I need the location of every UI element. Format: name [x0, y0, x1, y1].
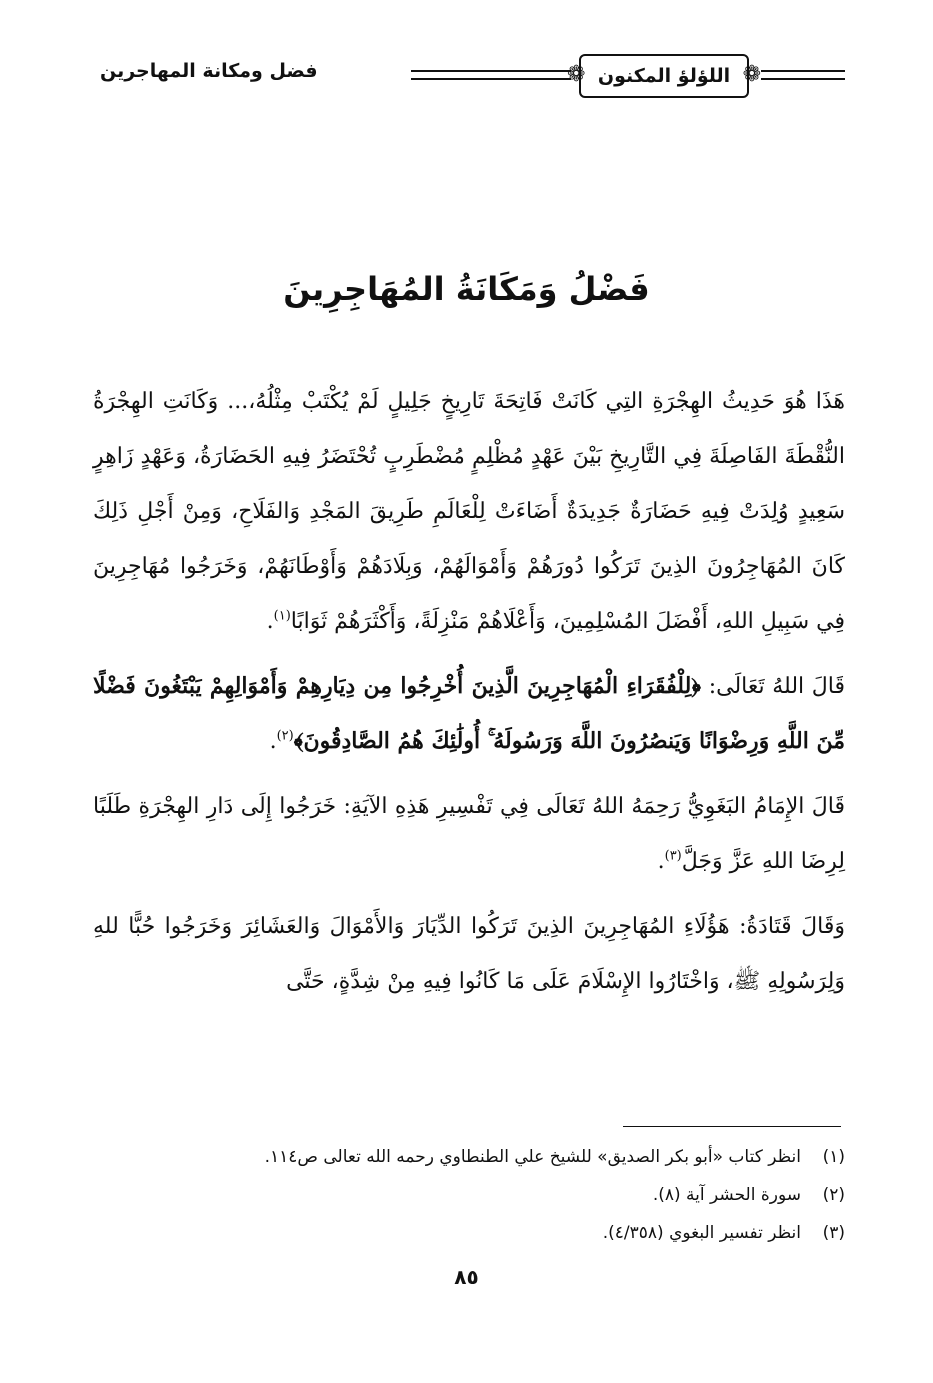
section-title: فَضْلُ وَمَكَانَةُ المُهَاجِرِينَ: [283, 270, 650, 308]
paragraph: قَالَ الإِمَامُ البَغَوِيُّ رَحِمَهُ اللهُ تَعَالَى فِي تَفْسِيرِ هَذِهِ الآيَةِ: خَرَجُوا إِلَى دَارِ الهِجْرَةِ طَلَبًا لِرِضَا اللهِ عَزَّ وَجَلَّ$^{(٣)}$.: [93, 794, 845, 874]
body-text: [93, 374, 845, 1009]
footnote: [93, 1176, 845, 1214]
footnote-number: (٣): [822, 1223, 845, 1243]
footnote-text: انظر كتاب «أبو بكر الصديق» للشيخ علي الطنطاوي رحمه الله تعالى ص١١٤.: [264, 1147, 801, 1167]
footnote: [93, 1138, 845, 1176]
chapter-title: فضل ومكانة المهاجرين: [100, 60, 318, 82]
header-rule-middle: [411, 70, 571, 80]
footnote-ref: (٣): [664, 848, 682, 864]
footnote-number: (٢): [822, 1185, 845, 1205]
footnote-ref: (١): [273, 608, 291, 624]
footnote: [93, 1214, 845, 1252]
page-number: ٨٥: [454, 1265, 479, 1289]
book-title-badge: [567, 54, 761, 98]
footnotes: [93, 1138, 845, 1252]
header-rule-right: [761, 70, 845, 80]
quran-verse: ﴿لِلْفُقَرَاءِ الْمُهَاجِرِينَ الَّذِينَ أُخْرِجُوا مِن دِيَارِهِمْ وَأَمْوَالِهِمْ يَبْتَغُونَ فَضْلًا مِّنَ اللَّهِ وَرِضْوَانًا وَيَنصُرُونَ اللَّهَ وَرَسُولَهُ ۚ أُولَٰئِكَ هُمُ الصَّادِقُونَ﴾: [93, 673, 845, 754]
paragraph: قَالَ اللهُ تَعَالَى: ﴿لِلْفُقَرَاءِ الْمُهَاجِرِينَ الَّذِينَ أُخْرِجُوا مِن دِيَارِهِمْ وَأَمْوَالِهِمْ يَبْتَغُونَ فَضْلًا مِّنَ اللَّهِ وَرِضْوَانًا وَيَنصُرُونَ اللَّهَ وَرَسُولَهُ ۚ أُولَٰئِكَ هُمُ الصَّادِقُونَ﴾$^{(٢)}$.: [93, 673, 845, 754]
paragraph: هَذَا هُوَ حَدِيثُ الهِجْرَةِ التِي كَانَتْ فَاتِحَةَ تَارِيخٍ جَلِيلٍ لَمْ يُكْتَبْ مِثْلُهُ،... وَكَانَتِ الهِجْرَةُ النُّقْطَةَ الفَاصِلَةَ فِي التَّارِيخِ بَيْنَ عَهْدٍ مُظْلِمٍ مُضْطَرِبٍ تُحْتَضَرُ فِيهِ الحَضَارَةُ، وَعَهْدٍ زَاهِرٍ سَعِيدٍ وُلِدَتْ فِيهِ حَضَارَةٌ جَدِيدَةٌ أَضَاءَتْ لِلْعَالَمِ طَرِيقَ المَجْدِ وَالفَلَاحِ، وَمِنْ أَجْلِ ذَلِكَ كَانَ المُهَاجِرُونَ الذِينَ تَرَكُوا دُورَهُمْ وَأَمْوَالَهُمْ، وَبِلَادَهُمْ وَأَوْطَانَهُمْ، وَخَرَجُوا مُهَاجِرِينَ فِي سَبِيلِ اللهِ، أَفْضَلَ المُسْلِمِينَ، وَأَعْلَاهُمْ مَنْزِلَةً، وَأَكْثَرَهُمْ ثَوَابًا$^{(١)}$.: [93, 389, 845, 634]
floral-ornament-icon: ❁: [742, 62, 761, 87]
paragraph: وَقَالَ قَتَادَةُ: هَؤُلَاءِ المُهَاجِرِينَ الذِينَ تَرَكُوا الدِّيَارَ وَالأَمْوَالَ وَالعَشَائِرَ وَخَرَجُوا حُبًّا للهِ وَلِرَسُولِهِ ﷺ، وَاخْتَارُوا الإِسْلَامَ عَلَى مَا كَانُوا فِيهِ مِنْ شِدَّةٍ، حَتَّى: [93, 914, 845, 994]
running-header: [100, 52, 845, 102]
footnote-divider: [623, 1126, 841, 1127]
footnote-text: سورة الحشر آية (٨).: [652, 1185, 801, 1205]
floral-ornament-icon: ❁: [567, 62, 586, 87]
footnote-number: (١): [822, 1147, 845, 1167]
footnote-ref: (٢): [276, 728, 294, 744]
footnote-text: انظر تفسير البغوي (٤/٣٥٨).: [602, 1223, 801, 1243]
book-title: اللؤلؤ المكنون: [597, 65, 731, 87]
